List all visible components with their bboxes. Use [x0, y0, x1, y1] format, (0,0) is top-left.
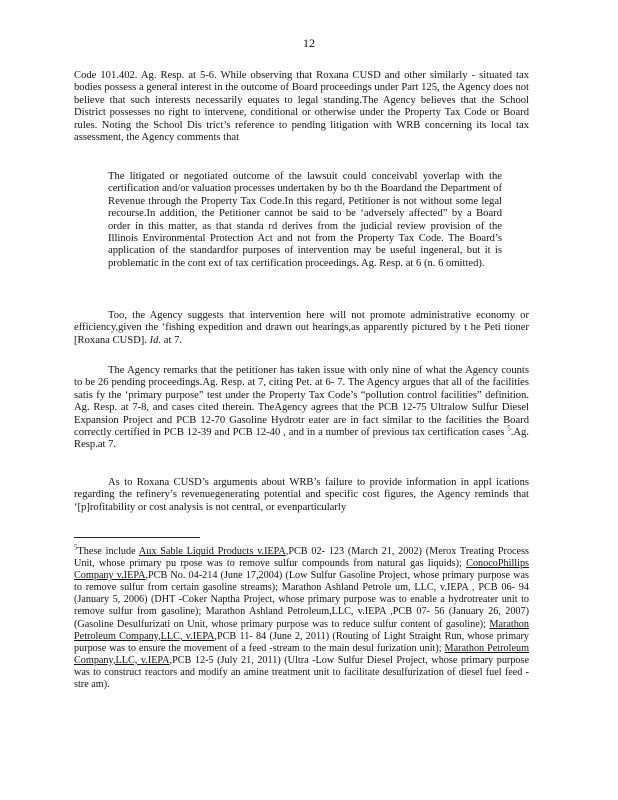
- citation-id: Id.: [149, 334, 162, 346]
- footnote-5: [74, 543, 530, 691]
- body-paragraph-4: As to Roxana CUSD’s arguments about WRB’s failure to provide information in appl ications regarding the refinery’s revenuegenerating potential and specific cost figures, the Agency reminds that ‘[p]rofitability or cost analysis is not central, or evenparticularly: [74, 477, 529, 513]
- paragraph-3-text: The Agency remarks that the petitioner has taken issue with only nine of what the Agency counts to be 26 pending proceedings.Ag. Resp. at 7, citing Pet. at 6- 7. The Agency argues that all of the facilities satis fy the ‘primary purpose” test under the Property Tax Code’s “pollution control facilities” definition. Ag. Resp. at 7-8, and cases cited therein. TheAgency agrees that the PCB 12-75 Ultralow Sulfur Diesel Expansion Project and PCB 12-70 Gasoline Hydrotr eater are in fact similar to the facilities the Board correctly certified in PCB 12-39 and PCB 12-40 , and in a number of previous tax certification cases: [74, 365, 529, 439]
- footnote-text-2: ,PCB 02- 123 (March 21, 2002) (Merox Treating Process Unit, whose primary pu rpose was to remove sulfur compounds from natural gas liquids);: [74, 546, 530, 570]
- case-citation-conocophillips: ConocoPhillips Company v.IEPA: [74, 558, 530, 582]
- body-paragraph-3: [74, 365, 529, 452]
- footnote-divider: [74, 537, 200, 538]
- paragraph-2-tail: at 7.: [163, 334, 183, 346]
- paragraph-3-tail: .Ag. Resp.at 7.: [74, 427, 529, 451]
- case-citation-marathon-2011a: Marathon Petroleum Company,LLC, v.IEPA: [74, 618, 529, 642]
- case-citation-aux-sable: Aux Sable Liquid Products v.IEPA: [138, 546, 286, 557]
- footnote-text-4: ,PCB 11- 84 (June 2, 2011) (Routing of Light Straight Run, whose primary purpose was to ensure the movement of a feed -stream to the main desul furization unit);: [74, 630, 530, 654]
- paragraph-2-text: Too, the Agency suggests that intervention here will not promote administrative economy or efficiency,given the ‘fishing expedition and drawn out hearings,as apparently pictured by t he Peti tioner [Roxana CUSD].: [74, 310, 529, 346]
- body-paragraph-2: [74, 310, 529, 347]
- block-quote: The litigated or negotiated outcome of the lawsuit could conceivabl yoverlap with the certification and/or valuation processes undertaken by bo th the Boardand the Department of Revenue through the Property Tax Code.In this regard, Petitioner is not without some legal recourse.In addition, the Petitioner cannot be said to be ‘adversely affected” by a Board order in this matter, as that standa rd derives from the judicial review provision of the Illinois Environmental Protection Act and not from the Property Tax Code. The Board’s application of the standardfor purposes of intervention may be useful ingeneral, but it is problematic in the cont ext of tax certification proceedings. Ag. Resp. at 6 (n. 6 omitted).: [108, 171, 502, 269]
- footnote-marker: 5: [507, 424, 511, 433]
- case-citation-marathon-2011b: Marathon Petroleum Company,LLC, v.IEPA: [74, 642, 529, 666]
- footnote-text-5: ,PCB 12-5 (July 21, 2011) (Ultra -Low Sulfur Diesel Project, whose primary purpose was to construct reactors and modify an amine treatment unit to facilitate desulfurization of diesel fuel feed -stre am).: [74, 654, 529, 691]
- body-paragraph-1: Code 101.402. Ag. Resp. at 5-6. While observing that Roxana CUSD and other similarly - situated tax bodies possess a general interest in the outcome of Board proceedings under Part 125, the Agency does not believe that such interests necessarily equates to legal standing.The Agency believes that the School District possesses no right to intervene, conditional or otherwise under the Property Tax Code or Board rules. Noting the School Dis trict’s reference to pending litigation with WRB concerning its local tax assessment, the Agency comments that: [74, 70, 529, 144]
- footnote-text-3: ,PCB No. 04-214 (June 17,2004) (Low Sulfur Gasoline Project, whose primary purpose was to remove sulfur from certain gasoline streams); Marathon Ashland Petrole um, LLC, v.IEPA , PCB 06- 94 (January 5, 2006) (DHT -Coker Naptha Project, whose primary purpose was to enable a hydrotreater unit to remove sulfur from gasoline); Marathon Ashland Petroleum,LLC, v.IEPA ,PCB 07- 56 (January 26, 2007) (Gasoline Desulfurizati on Unit, whose primary purpose was to reduce sulfur content of gasoline);: [74, 570, 529, 630]
- footnote-text-1: These include: [77, 546, 136, 557]
- page-number: 12: [303, 36, 315, 50]
- footnote-number: 5: [74, 543, 78, 552]
